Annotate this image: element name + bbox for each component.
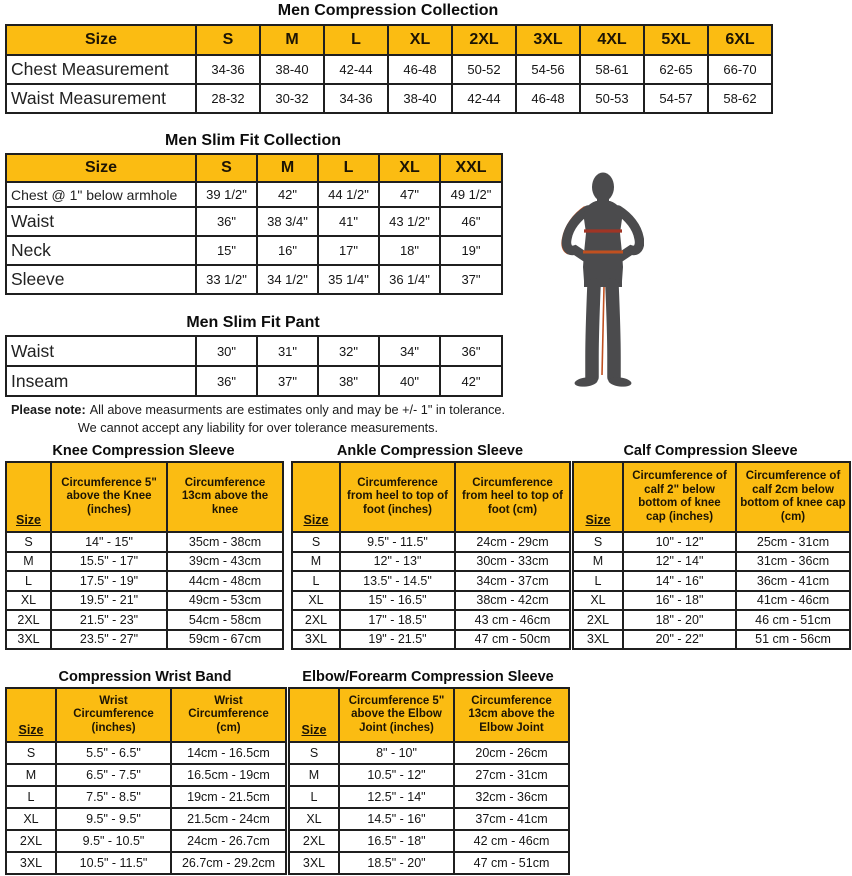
- value-cell: 36": [196, 366, 257, 396]
- value-cell: 49cm - 53cm: [167, 591, 283, 611]
- value-cell: 40": [379, 366, 440, 396]
- row-label: M: [292, 552, 340, 572]
- value-cell: 28-32: [196, 84, 260, 113]
- value-cell: 6.5" - 7.5": [56, 764, 171, 786]
- value-cell: 50-53: [580, 84, 644, 113]
- value-cell: 7.5" - 8.5": [56, 786, 171, 808]
- value-cell: 37": [257, 366, 318, 396]
- men-slim-fit-pant-table: [5, 335, 503, 397]
- value-cell: 34-36: [196, 55, 260, 84]
- row-label: Waist: [6, 336, 196, 366]
- value-cell: 58-62: [708, 84, 772, 113]
- row-label: XL: [6, 808, 56, 830]
- row-label: S: [292, 532, 340, 552]
- value-cell: 66-70: [708, 55, 772, 84]
- value-cell: 20cm - 26cm: [454, 742, 569, 764]
- row-label: Chest Measurement: [6, 55, 196, 84]
- value-cell: 50-52: [452, 55, 516, 84]
- value-cell: 38 3/4": [257, 207, 318, 236]
- value-cell: 9.5" - 11.5": [340, 532, 455, 552]
- table-row: [573, 532, 850, 552]
- column-header: 6XL: [708, 25, 772, 55]
- table-row: [573, 630, 850, 650]
- column-header: Circumference 5" above the Elbow Joint (inches): [339, 688, 454, 742]
- value-cell: 35 1/4": [318, 265, 379, 294]
- table-row: [573, 591, 850, 611]
- value-cell: 15": [196, 236, 257, 265]
- table-row: [289, 742, 569, 764]
- wrist-band-table: [5, 687, 287, 875]
- column-header: Wrist Circumference (inches): [56, 688, 171, 742]
- table-row: [289, 830, 569, 852]
- row-label: 2XL: [6, 610, 51, 630]
- elbow-sleeve-title: Elbow/Forearm Compression Sleeve: [302, 669, 554, 685]
- table-row: [289, 786, 569, 808]
- table-row: [289, 852, 569, 874]
- row-label: Inseam: [6, 366, 196, 396]
- value-cell: 47 cm - 51cm: [454, 852, 569, 874]
- column-header: S: [196, 25, 260, 55]
- value-cell: 62-65: [644, 55, 708, 84]
- row-label: M: [289, 764, 339, 786]
- column-header: 3XL: [516, 25, 580, 55]
- value-cell: 46-48: [388, 55, 452, 84]
- table-row: [292, 630, 570, 650]
- table-row: [6, 84, 772, 113]
- value-cell: 34": [379, 336, 440, 366]
- value-cell: 39cm - 43cm: [167, 552, 283, 572]
- calf-sleeve-title: Calf Compression Sleeve: [623, 443, 798, 459]
- value-cell: 26.7cm - 29.2cm: [171, 852, 286, 874]
- value-cell: 46": [440, 207, 502, 236]
- value-cell: 54-57: [644, 84, 708, 113]
- size-column-header: Size: [6, 462, 51, 532]
- note-line2: We cannot accept any liability for over tolerance measurements.: [77, 421, 439, 435]
- value-cell: 10.5" - 12": [339, 764, 454, 786]
- man-silhouette-figure: [560, 171, 644, 392]
- value-cell: 15.5" - 17": [51, 552, 167, 572]
- row-label: Chest @ 1" below armhole: [6, 182, 196, 207]
- column-header: Circumference 13cm above the Elbow Joint: [454, 688, 569, 742]
- value-cell: 32cm - 36cm: [454, 786, 569, 808]
- value-cell: 39 1/2": [196, 182, 257, 207]
- value-cell: 42-44: [324, 55, 388, 84]
- value-cell: 30cm - 33cm: [455, 552, 570, 572]
- value-cell: 46-48: [516, 84, 580, 113]
- row-label: 3XL: [289, 852, 339, 874]
- row-label: S: [573, 532, 623, 552]
- value-cell: 31": [257, 336, 318, 366]
- table-row: [6, 366, 502, 396]
- value-cell: 24cm - 26.7cm: [171, 830, 286, 852]
- row-label: Waist Measurement: [6, 84, 196, 113]
- table-row: [292, 552, 570, 572]
- row-label: 3XL: [573, 630, 623, 650]
- value-cell: 47 cm - 50cm: [455, 630, 570, 650]
- figure-left-leg: [592, 285, 594, 377]
- table-row: [6, 764, 286, 786]
- table-row: [6, 808, 286, 830]
- row-label: M: [6, 552, 51, 572]
- size-column-header: Size: [573, 462, 623, 532]
- row-label: S: [6, 742, 56, 764]
- value-cell: 47": [379, 182, 440, 207]
- table-row: [292, 532, 570, 552]
- table-row: [6, 532, 283, 552]
- value-cell: 27cm - 31cm: [454, 764, 569, 786]
- table-row: [6, 336, 502, 366]
- table-row: [292, 571, 570, 591]
- value-cell: 38": [318, 366, 379, 396]
- value-cell: 33 1/2": [196, 265, 257, 294]
- row-label: XL: [573, 591, 623, 611]
- value-cell: 19cm - 21.5cm: [171, 786, 286, 808]
- table-row: [6, 830, 286, 852]
- value-cell: 30": [196, 336, 257, 366]
- value-cell: 46 cm - 51cm: [736, 610, 850, 630]
- column-header: M: [260, 25, 324, 55]
- value-cell: 14.5" - 16": [339, 808, 454, 830]
- value-cell: 35cm - 38cm: [167, 532, 283, 552]
- value-cell: 21.5" - 23": [51, 610, 167, 630]
- value-cell: 38cm - 42cm: [455, 591, 570, 611]
- value-cell: 34-36: [324, 84, 388, 113]
- value-cell: 54-56: [516, 55, 580, 84]
- row-label: 2XL: [289, 830, 339, 852]
- row-label: S: [289, 742, 339, 764]
- row-label: 3XL: [292, 630, 340, 650]
- table-row: [292, 591, 570, 611]
- column-header: S: [196, 154, 257, 182]
- table-row: [289, 808, 569, 830]
- value-cell: 42": [440, 366, 502, 396]
- figure-right-leg: [612, 285, 614, 377]
- value-cell: 49 1/2": [440, 182, 502, 207]
- row-label: L: [292, 571, 340, 591]
- value-cell: 44 1/2": [318, 182, 379, 207]
- row-label: Neck: [6, 236, 196, 265]
- value-cell: 10.5" - 11.5": [56, 852, 171, 874]
- size-column-header: Size: [6, 25, 196, 55]
- value-cell: 14cm - 16.5cm: [171, 742, 286, 764]
- value-cell: 9.5" - 10.5": [56, 830, 171, 852]
- value-cell: 23.5" - 27": [51, 630, 167, 650]
- table-row: [6, 852, 286, 874]
- calf-sleeve-table: [572, 461, 851, 650]
- value-cell: 24cm - 29cm: [455, 532, 570, 552]
- value-cell: 20" - 22": [623, 630, 736, 650]
- value-cell: 37cm - 41cm: [454, 808, 569, 830]
- knee-sleeve-title: Knee Compression Sleeve: [52, 443, 235, 459]
- row-label: 3XL: [6, 852, 56, 874]
- value-cell: 10" - 12": [623, 532, 736, 552]
- value-cell: 12.5" - 14": [339, 786, 454, 808]
- column-header: Circumference of calf 2" below bottom of knee cap (inches): [623, 462, 736, 532]
- value-cell: 36": [440, 336, 502, 366]
- column-header: Circumference of calf 2cm below bottom of knee cap (cm): [736, 462, 850, 532]
- row-label: L: [6, 571, 51, 591]
- table-row: [573, 610, 850, 630]
- table-row: [6, 630, 283, 650]
- value-cell: 13.5" - 14.5": [340, 571, 455, 591]
- column-header: Circumference from heel to top of foot (cm): [455, 462, 570, 532]
- value-cell: 14" - 15": [51, 532, 167, 552]
- value-cell: 43 cm - 46cm: [455, 610, 570, 630]
- men-compression-title: Men Compression Collection: [277, 2, 499, 19]
- value-cell: 17" - 18.5": [340, 610, 455, 630]
- table-row: [573, 552, 850, 572]
- size-column-header: Size: [289, 688, 339, 742]
- value-cell: 42": [257, 182, 318, 207]
- ankle-sleeve-table: [291, 461, 571, 650]
- row-label: Sleeve: [6, 265, 196, 294]
- column-header: M: [257, 154, 318, 182]
- value-cell: 19": [440, 236, 502, 265]
- man-silhouette-icon: [560, 171, 644, 392]
- column-header: 2XL: [452, 25, 516, 55]
- row-label: 2XL: [292, 610, 340, 630]
- table-row: [6, 552, 283, 572]
- table-row: [6, 55, 772, 84]
- row-label: Waist: [6, 207, 196, 236]
- value-cell: 16": [257, 236, 318, 265]
- men-slim-fit-title: Men Slim Fit Collection: [164, 132, 341, 149]
- tolerance-note: [0, 401, 516, 437]
- table-row: [6, 591, 283, 611]
- row-label: XL: [289, 808, 339, 830]
- value-cell: 38-40: [260, 55, 324, 84]
- value-cell: 59cm - 67cm: [167, 630, 283, 650]
- table-row: [292, 610, 570, 630]
- value-cell: 5.5" - 6.5": [56, 742, 171, 764]
- column-header: XL: [379, 154, 440, 182]
- column-header: Circumference 5" above the Knee (inches): [51, 462, 167, 532]
- table-row: [6, 265, 502, 294]
- value-cell: 42-44: [452, 84, 516, 113]
- value-cell: 15" - 16.5": [340, 591, 455, 611]
- value-cell: 12" - 13": [340, 552, 455, 572]
- wrist-band-title: Compression Wrist Band: [58, 669, 232, 685]
- value-cell: 21.5cm - 24cm: [171, 808, 286, 830]
- value-cell: 17": [318, 236, 379, 265]
- men-slim-fit-table: [5, 153, 503, 295]
- table-row: [6, 236, 502, 265]
- value-cell: 25cm - 31cm: [736, 532, 850, 552]
- table-row: [289, 764, 569, 786]
- value-cell: 19" - 21.5": [340, 630, 455, 650]
- row-label: M: [6, 764, 56, 786]
- column-header: L: [318, 154, 379, 182]
- value-cell: 31cm - 36cm: [736, 552, 850, 572]
- value-cell: 43 1/2": [379, 207, 440, 236]
- value-cell: 38-40: [388, 84, 452, 113]
- value-cell: 16" - 18": [623, 591, 736, 611]
- value-cell: 41": [318, 207, 379, 236]
- value-cell: 58-61: [580, 55, 644, 84]
- value-cell: 36": [196, 207, 257, 236]
- value-cell: 37": [440, 265, 502, 294]
- column-header: L: [324, 25, 388, 55]
- men-compression-table: [5, 24, 773, 114]
- value-cell: 18" - 20": [623, 610, 736, 630]
- table-row: [6, 207, 502, 236]
- value-cell: 14" - 16": [623, 571, 736, 591]
- row-label: L: [6, 786, 56, 808]
- table-row: [6, 610, 283, 630]
- row-label: XL: [292, 591, 340, 611]
- value-cell: 54cm - 58cm: [167, 610, 283, 630]
- value-cell: 8" - 10": [339, 742, 454, 764]
- column-header: XL: [388, 25, 452, 55]
- value-cell: 16.5" - 18": [339, 830, 454, 852]
- value-cell: 18.5" - 20": [339, 852, 454, 874]
- value-cell: 19.5" - 21": [51, 591, 167, 611]
- value-cell: 44cm - 48cm: [167, 571, 283, 591]
- value-cell: 17.5" - 19": [51, 571, 167, 591]
- table-row: [6, 742, 286, 764]
- table-row: [6, 182, 502, 207]
- value-cell: 12" - 14": [623, 552, 736, 572]
- table-row: [6, 786, 286, 808]
- value-cell: 42 cm - 46cm: [454, 830, 569, 852]
- row-label: 2XL: [6, 830, 56, 852]
- row-label: 2XL: [573, 610, 623, 630]
- row-label: L: [573, 571, 623, 591]
- column-header: 5XL: [644, 25, 708, 55]
- value-cell: 36 1/4": [379, 265, 440, 294]
- column-header: Circumference from heel to top of foot (inches): [340, 462, 455, 532]
- table-row: [573, 571, 850, 591]
- row-label: M: [573, 552, 623, 572]
- column-header: Wrist Circumference (cm): [171, 688, 286, 742]
- men-slim-fit-pant-title: Men Slim Fit Pant: [186, 314, 320, 331]
- size-column-header: Size: [292, 462, 340, 532]
- note-label: Please note:: [10, 403, 86, 417]
- column-header: Circumference 13cm above the knee: [167, 462, 283, 532]
- value-cell: 34cm - 37cm: [455, 571, 570, 591]
- figure-accent-leg-line: [602, 287, 604, 375]
- column-header: XXL: [440, 154, 502, 182]
- size-column-header: Size: [6, 688, 56, 742]
- row-label: S: [6, 532, 51, 552]
- value-cell: 34 1/2": [257, 265, 318, 294]
- size-column-header: Size: [6, 154, 196, 182]
- value-cell: 41cm - 46cm: [736, 591, 850, 611]
- row-label: 3XL: [6, 630, 51, 650]
- note-line1: Please note: All above measurments are estimates only and may be +/- 1" in tolerance.: [10, 403, 506, 417]
- row-label: L: [289, 786, 339, 808]
- row-label: XL: [6, 591, 51, 611]
- table-row: [6, 571, 283, 591]
- column-header: 4XL: [580, 25, 644, 55]
- ankle-sleeve-title: Ankle Compression Sleeve: [336, 443, 524, 459]
- value-cell: 36cm - 41cm: [736, 571, 850, 591]
- value-cell: 9.5" - 9.5": [56, 808, 171, 830]
- value-cell: 30-32: [260, 84, 324, 113]
- knee-sleeve-table: [5, 461, 284, 650]
- figure-torso: [583, 201, 623, 281]
- elbow-sleeve-table: [288, 687, 570, 875]
- value-cell: 51 cm - 56cm: [736, 630, 850, 650]
- value-cell: 16.5cm - 19cm: [171, 764, 286, 786]
- value-cell: 32": [318, 336, 379, 366]
- value-cell: 18": [379, 236, 440, 265]
